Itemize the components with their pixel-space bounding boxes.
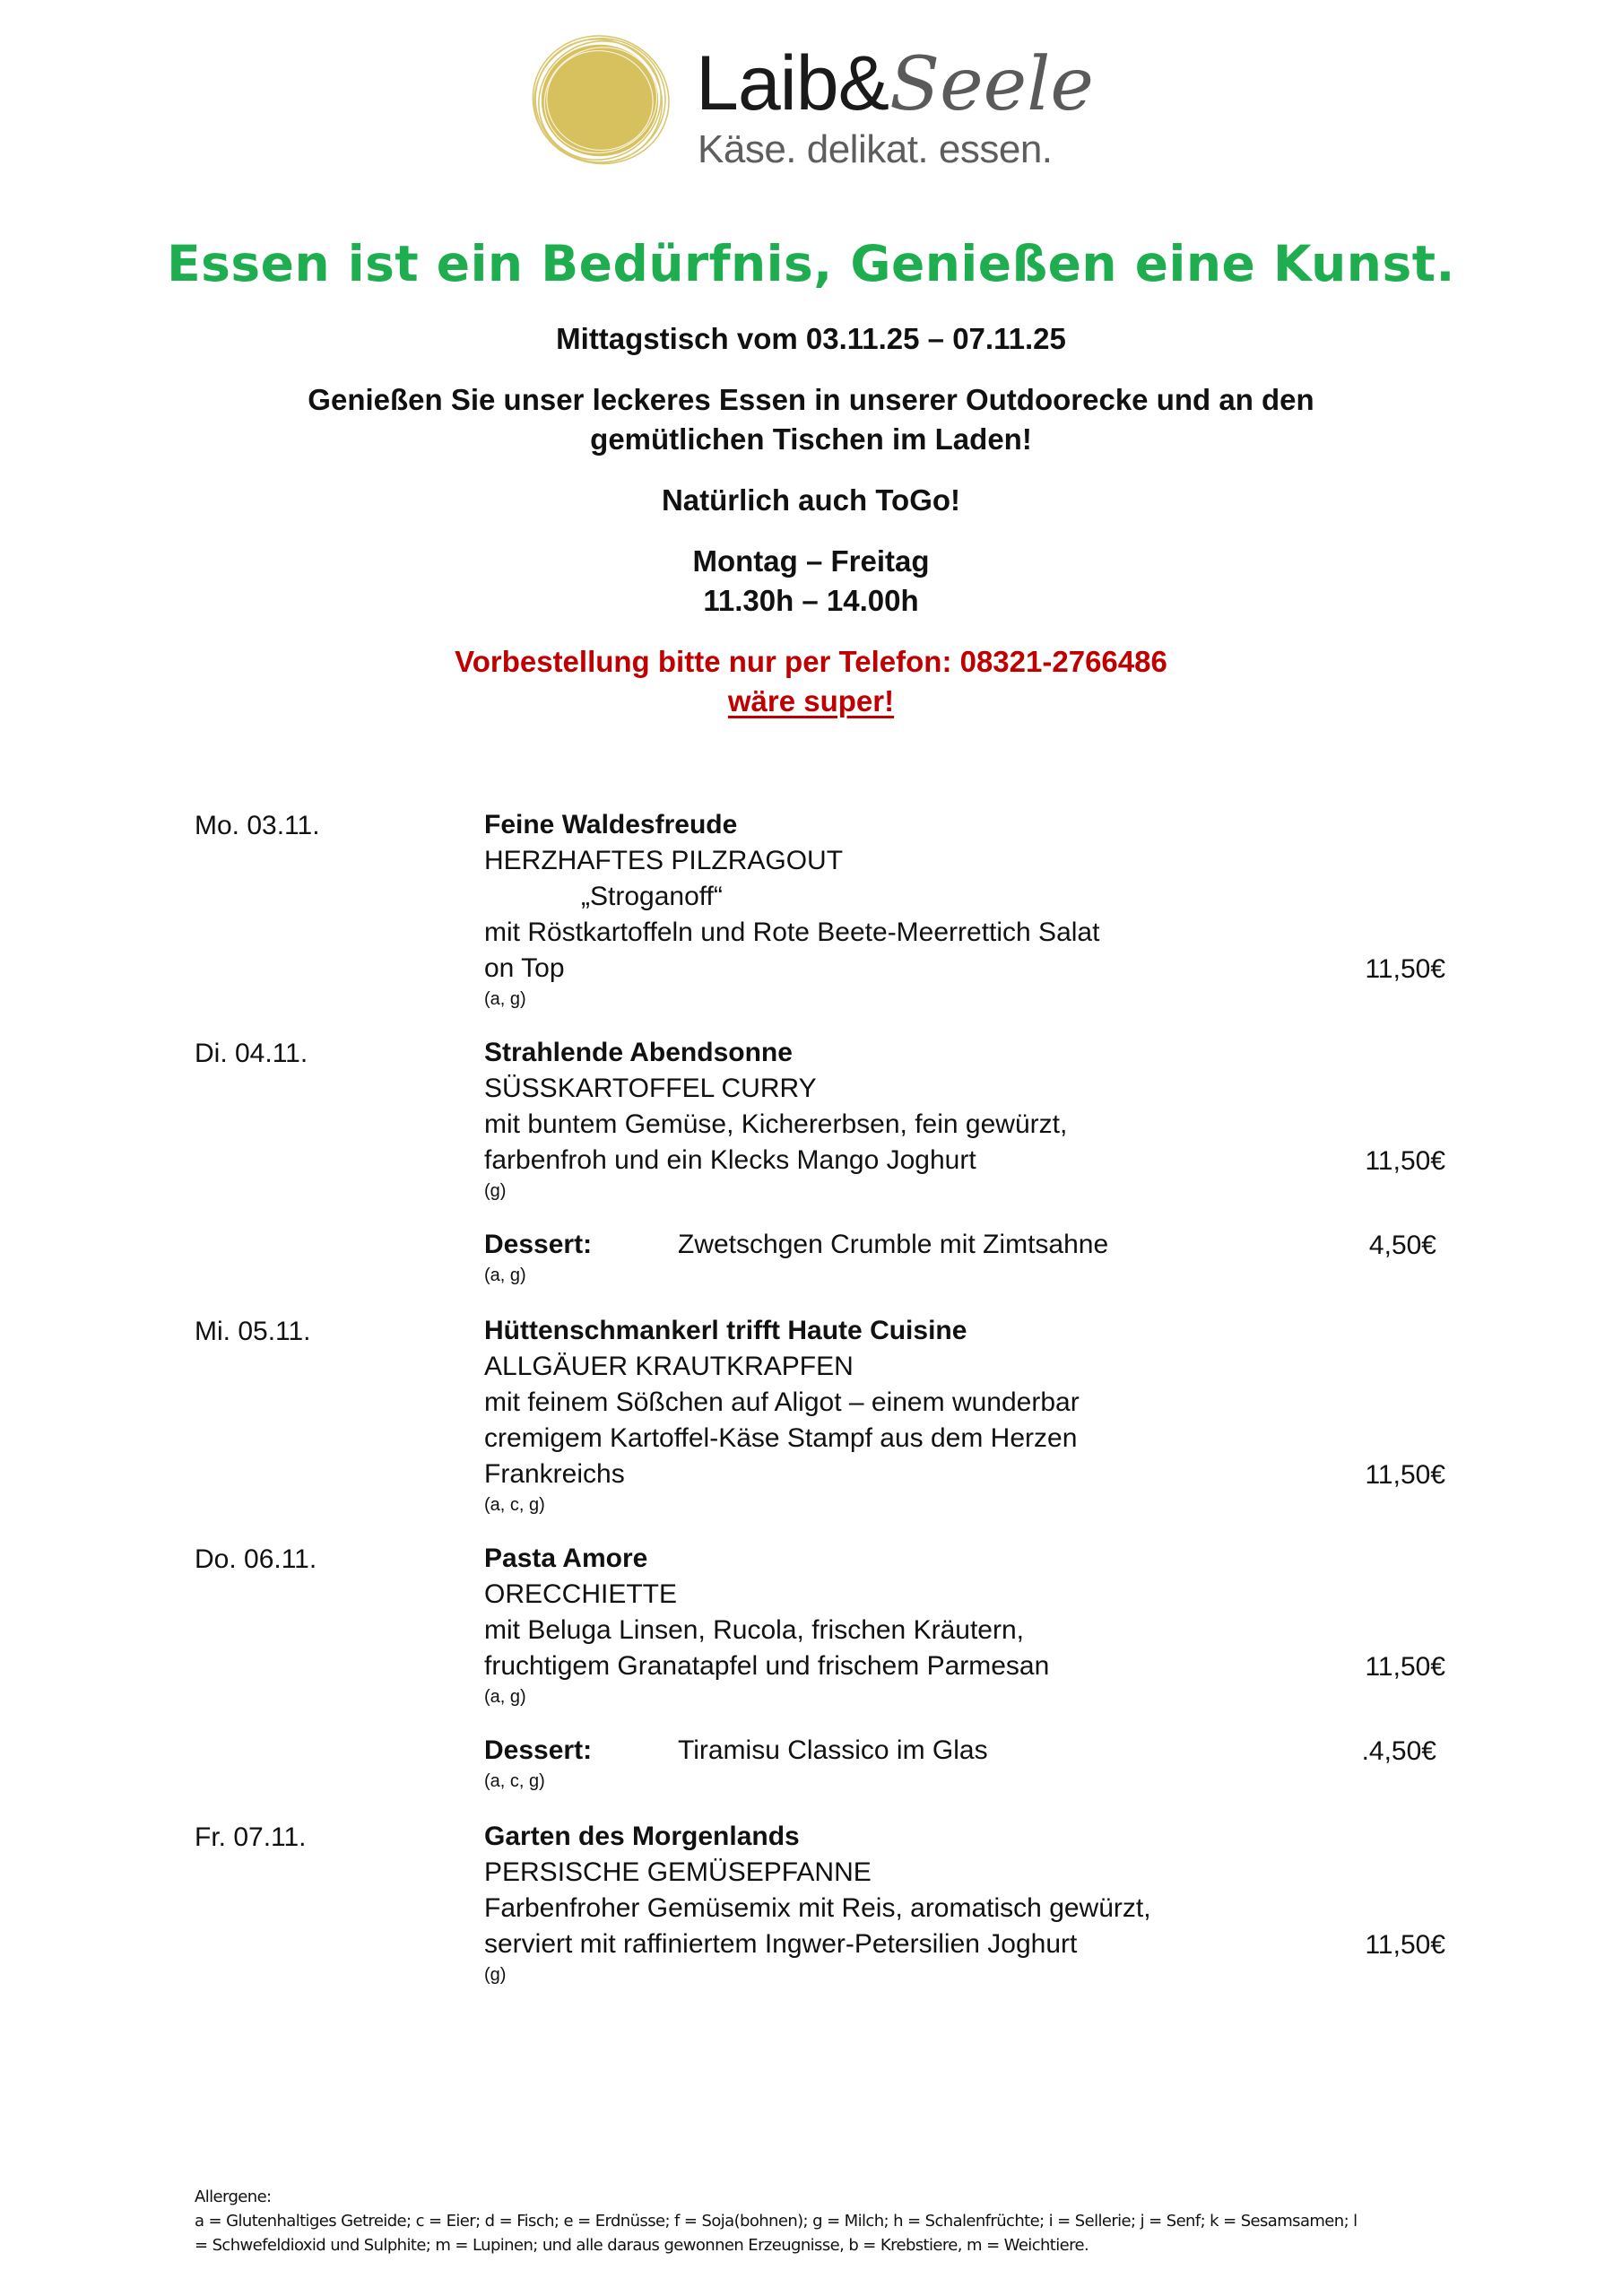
- brand-logo: [525, 27, 1099, 179]
- dish-name: HERZHAFTES PILZRAGOUT: [484, 846, 844, 875]
- dish-title: Hüttenschmankerl trifft Haute Cuisine: [484, 1316, 967, 1345]
- dish-description: Farbenfroher Gemüsemix mit Reis, aromatisch gewürzt,: [484, 1893, 1151, 1923]
- dessert-price: 4,50€: [1368, 1231, 1436, 1260]
- dish-price: 11,50€: [1365, 954, 1445, 984]
- dish-price: 11,50€: [1365, 1652, 1445, 1682]
- preorder-note-text: wäre super!: [727, 684, 895, 718]
- dish-allergens: (a, g): [484, 1687, 526, 1707]
- dessert-item: [484, 1733, 1453, 1794]
- dessert-item: [484, 1227, 1453, 1288]
- invite-line-1: Genießen Sie unser leckeres Essen in unserer Outdoorecke und an den: [308, 383, 1314, 416]
- dessert-allergens: (a, g): [484, 1265, 526, 1285]
- dish-title: Strahlende Abendsonne: [484, 1038, 793, 1067]
- brand-name: [696, 40, 1094, 127]
- dessert-name: Tiramisu Classico im Glas: [678, 1735, 988, 1765]
- dish-title: Garten des Morgenlands: [484, 1822, 800, 1851]
- dessert-label: Dessert:: [484, 1230, 593, 1259]
- menu-date: Di. 04.11.: [195, 1039, 308, 1068]
- dish-description: mit feinem Sößchen auf Aligot – einem wunderbar: [484, 1387, 1080, 1417]
- dish-name: ORECCHIETTE: [484, 1579, 678, 1609]
- brand-name-part2: Seele: [889, 42, 1094, 127]
- scribble-circle-icon: [529, 32, 671, 169]
- allergen-legend-heading: Allergene:: [195, 2187, 272, 2206]
- brand-name-part1: Laib: [696, 40, 838, 126]
- dish-price: 11,50€: [1365, 1460, 1445, 1490]
- dish-description: Frankreichs: [484, 1459, 625, 1489]
- dish-description: cremigem Kartoffel-Käse Stampf aus dem Herzen: [484, 1423, 1078, 1453]
- dish-allergens: (g): [484, 1181, 507, 1201]
- menu-period: Mittagstisch vom 03.11.25 – 07.11.25: [556, 322, 1066, 355]
- menu-date: Mo. 03.11.: [195, 811, 320, 840]
- dish-name: ALLGÄUER KRAUTKRAPFEN: [484, 1352, 854, 1381]
- togo-note: Natürlich auch ToGo!: [661, 483, 961, 517]
- allergen-legend: [195, 2185, 1540, 2257]
- preorder-note: [0, 682, 1622, 721]
- dish-allergens: (a, g): [484, 989, 526, 1009]
- menu-item: [484, 807, 1453, 1012]
- dish-description: mit Beluga Linsen, Rucola, frischen Kräutern,: [484, 1615, 1024, 1645]
- dish-subtitle: „Stroganoff“: [581, 882, 723, 911]
- menu-item: [484, 1541, 1453, 1709]
- menu-item: [484, 1313, 1453, 1518]
- dish-name: SÜSSKARTOFFEL CURRY: [484, 1074, 817, 1103]
- brand-tagline: Käse. delikat. essen.: [698, 127, 1053, 171]
- menu-date: Fr. 07.11.: [195, 1822, 307, 1852]
- dessert-label: Dessert:: [484, 1735, 593, 1765]
- dish-description: serviert mit raffiniertem Ingwer-Petersilien Joghurt: [484, 1929, 1078, 1959]
- dish-allergens: (a, c, g): [484, 1495, 545, 1515]
- dish-description: fruchtigem Granatapfel und frischem Parmesan: [484, 1651, 1050, 1681]
- dessert-name: Zwetschgen Crumble mit Zimtsahne: [678, 1230, 1109, 1259]
- allergen-legend-line: = Schwefeldioxid und Sulphite; m = Lupinen; und alle daraus gewonnen Erzeugnisse, b = Krebstiere, m = Weichtiere.: [195, 2236, 1089, 2255]
- menu-date: Do. 06.11.: [195, 1544, 317, 1574]
- brand-ampersand: &: [837, 40, 889, 126]
- menu-item: [484, 1035, 1453, 1204]
- menu-item: [484, 1819, 1453, 1987]
- dish-allergens: (g): [484, 1965, 507, 1985]
- dish-description: mit Röstkartoffeln und Rote Beete-Meerrettich Salat: [484, 918, 1100, 947]
- dessert-price: .4,50€: [1361, 1736, 1436, 1766]
- dish-description: on Top: [484, 953, 565, 983]
- dish-name: PERSISCHE GEMÜSEPFANNE: [484, 1857, 872, 1887]
- dish-title: Feine Waldesfreude: [484, 810, 738, 839]
- menu-date: Mi. 05.11.: [195, 1317, 311, 1346]
- dish-description: farbenfroh und ein Klecks Mango Joghurt: [484, 1145, 976, 1175]
- dish-title: Pasta Amore: [484, 1544, 648, 1573]
- motto-heading: Essen ist ein Bedürfnis, Genießen eine Kunst.: [167, 235, 1455, 292]
- opening-days: Montag – Freitag: [692, 544, 930, 578]
- allergen-legend-line: a = Glutenhaltiges Getreide; c = Eier; d = Fisch; e = Erdnüsse; f = Soja(bohnen); g = Milch; h = Schalenfrüchte; i = Sellerie; j = Senf; k = Sesamsamen; l: [195, 2212, 1357, 2231]
- dish-price: 11,50€: [1365, 1930, 1445, 1960]
- opening-hours: 11.30h – 14.00h: [703, 584, 919, 617]
- dish-description: mit buntem Gemüse, Kichererbsen, fein gewürzt,: [484, 1109, 1068, 1139]
- dish-price: 11,50€: [1365, 1146, 1445, 1176]
- dessert-allergens: (a, c, g): [484, 1771, 545, 1791]
- preorder-phone: Vorbestellung bitte nur per Telefon: 08321-2766486: [455, 645, 1167, 678]
- invite-line-2: gemütlichen Tischen im Laden!: [590, 422, 1032, 456]
